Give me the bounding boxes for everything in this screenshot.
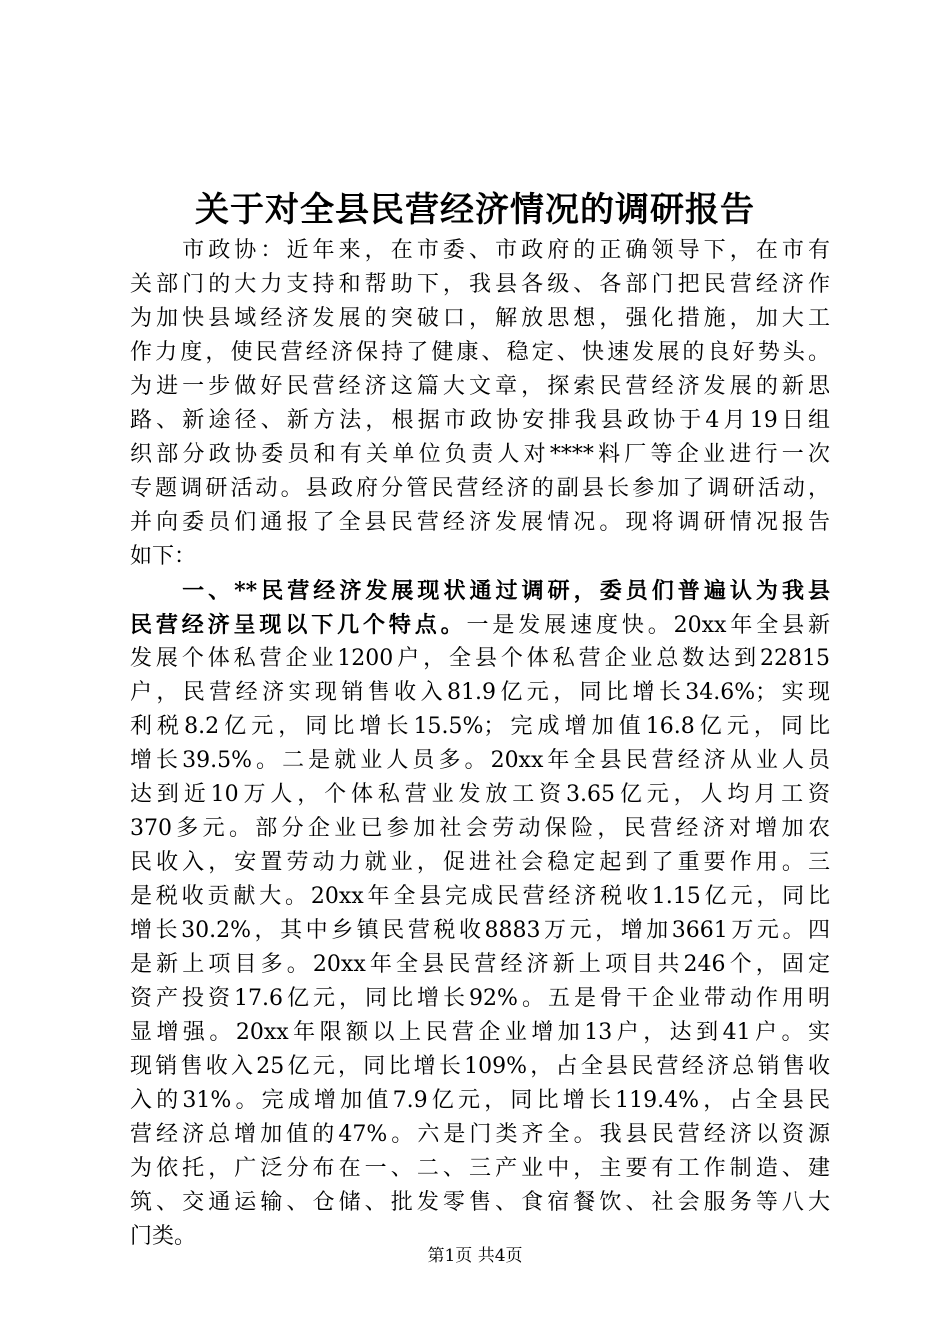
section-heading-continued: 民营经济呈现以下几个特点。 bbox=[130, 612, 467, 638]
text-line: 为依托，广泛分布在一、二、三产业中，主要有工作制造、建 bbox=[130, 1156, 830, 1181]
text-line: 并向委员们通报了全县民营经济发展情况。现将调研情况报告 bbox=[130, 510, 830, 535]
text-line: 为进一步做好民营经济这篇大文章，探索民营经济发展的新思 bbox=[130, 374, 830, 399]
text-fragment: 一是发展速度快。20xx年全县新 bbox=[466, 613, 830, 638]
text-line: 发展个体私营企业1200户，全县个体私营企业总数达到22815 bbox=[130, 646, 830, 671]
text-line: 入的31%。完成增加值7.9亿元，同比增长119.4%，占全县民 bbox=[130, 1088, 830, 1113]
text-line: 专题调研活动。县政府分管民营经济的副县长参加了调研活动， bbox=[130, 476, 830, 501]
text-line: 370多元。部分企业已参加社会劳动保险，民营经济对增加农 bbox=[130, 816, 830, 841]
section-1 bbox=[130, 574, 830, 1254]
text-line: 市政协：近年来，在市委、市政府的正确领导下，在市有 bbox=[130, 238, 830, 263]
text-line: 是税收贡献大。20xx年全县完成民营经济税收1.15亿元，同比 bbox=[130, 884, 830, 909]
page-footer: 第1页 共4页 bbox=[427, 1246, 523, 1266]
text-line: 作力度，使民营经济保持了健康、稳定、快速发展的良好势头。 bbox=[130, 340, 830, 365]
paragraph-intro bbox=[130, 234, 830, 574]
text-line: 门类。 bbox=[130, 1224, 197, 1249]
text-line: 增长39.5%。二是就业人员多。20xx年全县民营经济从业人员 bbox=[130, 748, 830, 773]
text-line: 利税8.2亿元，同比增长15.5%；完成增加值16.8亿元，同比 bbox=[130, 714, 830, 739]
text-line: 关部门的大力支持和帮助下，我县各级、各部门把民营经济作 bbox=[130, 272, 830, 297]
text-line: 户，民营经济实现销售收入81.9亿元，同比增长34.6%；实现 bbox=[130, 680, 830, 705]
text-line: 为加快县域经济发展的突破口，解放思想，强化措施，加大工 bbox=[130, 306, 830, 331]
text-line: 增长30.2%，其中乡镇民营税收8883万元，增加3661万元。四 bbox=[130, 918, 830, 943]
text-line: 资产投资17.6亿元，同比增长92%。五是骨干企业带动作用明 bbox=[130, 986, 830, 1011]
document-body bbox=[130, 234, 830, 1254]
text-line: 织部分政协委员和有关单位负责人对****料厂等企业进行一次 bbox=[130, 442, 830, 467]
text-line: 现销售收入25亿元，同比增长109%，占全县民营经济总销售收 bbox=[130, 1054, 830, 1079]
text-line: 路、新途径、新方法，根据市政协安排我县政协于4月19日组 bbox=[130, 408, 830, 433]
text-line: 民收入，安置劳动力就业，促进社会稳定起到了重要作用。三 bbox=[130, 850, 830, 875]
text-line: 显增强。20xx年限额以上民营企业增加13户，达到41户。实 bbox=[130, 1020, 830, 1045]
text-line: 筑、交通运输、仓储、批发零售、食宿餐饮、社会服务等八大 bbox=[130, 1190, 830, 1215]
text-line: 是新上项目多。20xx年全县民营经济新上项目共246个，固定 bbox=[130, 952, 830, 977]
section-heading: 一、**民营经济发展现状通过调研，委员们普遍认为我县 bbox=[130, 578, 830, 604]
document-title: 关于对全县民营经济情况的调研报告 bbox=[195, 190, 755, 230]
text-line: 营经济总增加值的47%。六是门类齐全。我县民营经济以资源 bbox=[130, 1122, 830, 1147]
text-line: 达到近10万人，个体私营业发放工资3.65亿元，人均月工资 bbox=[130, 782, 830, 807]
text-line: 如下： bbox=[130, 544, 197, 569]
text-line bbox=[130, 608, 830, 642]
